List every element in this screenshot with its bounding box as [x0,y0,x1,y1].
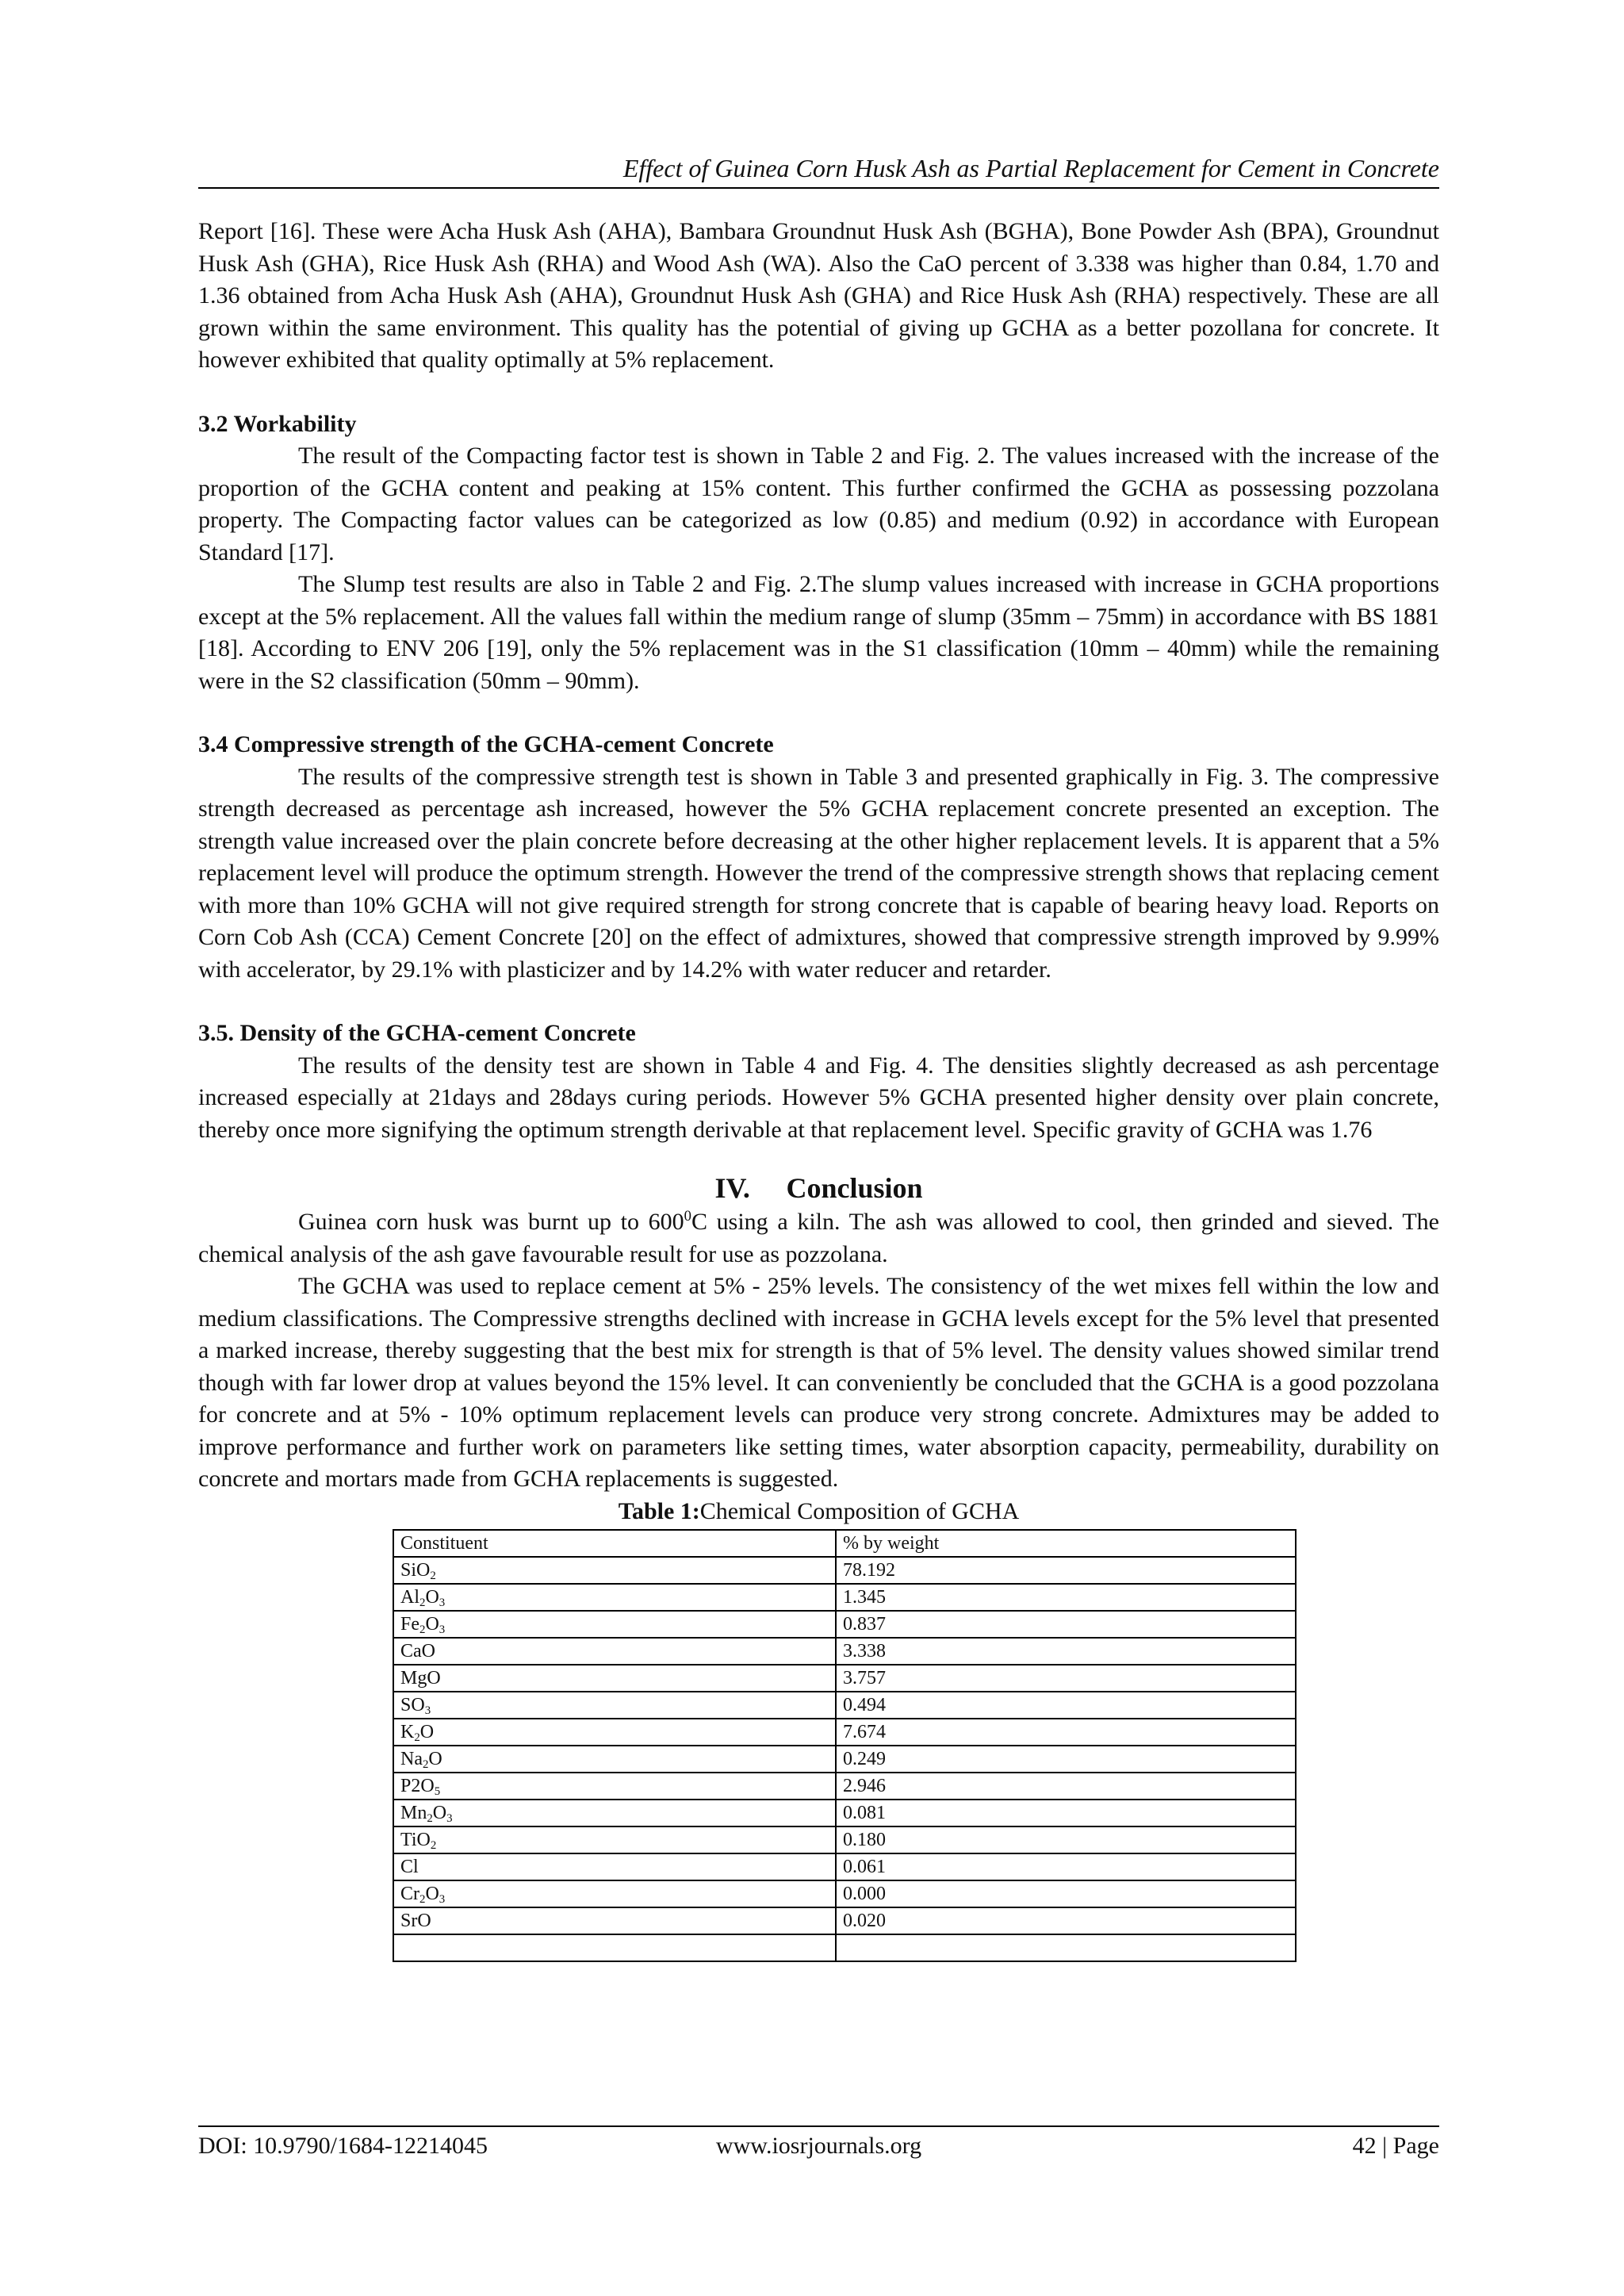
weight-cell: 3.338 [836,1638,1296,1665]
table-row [393,1611,1296,1638]
footer-doi: DOI: 10.9790/1684-12214045 [198,2133,488,2159]
conclusion-heading [198,1170,1439,1206]
table-row [393,1826,1296,1853]
table-row [393,1584,1296,1611]
compressive-paragraph: The results of the compressive strength test is shown in Table 3 and presented graphically in Fig. 3. The compressive strength decreased as percentage ash increased, however the 5% GCHA replacement concrete presented an exception. The strength value increased over the plain concrete before decreasing at the other higher replacement levels. It is apparent that a 5% replacement level will produce the optimum strength. However the trend of the compressive strength shows that replacing cement with more than 10% GCHA will not give required strength for strong concrete that is capable of bearing heavy load. Reports on Corn Cob Ash (CCA) Cement Concrete [20] on the effect of admixtures, showed that compressive strength improved by 9.99% with accelerator, by 29.1% with plasticizer and by 14.2% with water reducer and retarder. [198,763,1439,983]
constituent-cell: MgO [393,1665,836,1692]
table-row [393,1853,1296,1880]
weight-cell: 0.249 [836,1746,1296,1773]
constituent-cell: $Na_2O$ [393,1746,836,1773]
table-1-caption [198,1496,1439,1528]
weight-cell: 0.061 [836,1853,1296,1880]
page-footer [198,2125,1439,2159]
constituent-cell [393,1934,836,1961]
table-row [393,1665,1296,1692]
constituent-cell: $SO_3$ [393,1692,836,1719]
table-body [393,1557,1296,1961]
density-paragraph: The results of the density test are shown in Table 4 and Fig. 4. The densities slightly decreased as ash percentage increased especially at 21days and 28days curing periods. However 5% GCHA presented higher density over plain concrete, thereby once more signifying the optimum strength derivable at that replacement level. Specific gravity of GCHA was 1.76 [198,1052,1439,1143]
table-row [393,1934,1296,1961]
header-percent-by-weight: % by weight [836,1530,1296,1557]
workability-paragraph-1: The result of the Compacting factor test is shown in Table 2 and Fig. 2. The values increased with the increase of the proportion of the GCHA content and peaking at 15% content. This further confirmed the GCHA as possessing pozzolana property. The Compacting factor values can be categorized as low (0.85) and medium (0.92) in accordance with European Standard [17]. [198,443,1439,565]
weight-cell: 0.837 [836,1611,1296,1638]
workability-paragraph-2: The Slump test results are also in Table 2 and Fig. 2.The slump values increased with increase in GCHA proportions except at the 5% replacement. All the values fall within the medium range of slump (35mm – 75mm) in accordance with BS 1881 [18]. According to ENV 206 [19], only the 5% replacement was in the S1 classification (10mm – 40mm) while the remaining were in the S2 classification (50mm – 90mm). [198,571,1439,694]
chemical-composition-table [393,1529,1297,1962]
constituent-cell: $Al_2O_3$ [393,1584,836,1611]
weight-cell: 0.020 [836,1907,1296,1934]
degree-superscript: 0 [684,1208,691,1225]
header-constituent: Constituent [393,1530,836,1557]
heading-density: 3.5. Density of the GCHA-cement Concrete [198,1020,636,1046]
weight-cell: 78.192 [836,1557,1296,1584]
constituent-cell: SiO$_2$ [393,1557,836,1584]
conclusion-number: IV. [714,1172,750,1204]
constituent-cell: $Fe_2O_3$ [393,1611,836,1638]
body-text [198,216,1439,1962]
constituent-cell: Cl [393,1853,836,1880]
table-row [393,1907,1296,1934]
weight-cell: 1.345 [836,1584,1296,1611]
heading-compressive-strength: 3.4 Compressive strength of the GCHA-cement Concrete [198,731,774,757]
weight-cell: 2.946 [836,1773,1296,1800]
table-row [393,1557,1296,1584]
constituent-cell: $P2O_5$ [393,1773,836,1800]
weight-cell: 0.081 [836,1800,1296,1826]
table-row [393,1773,1296,1800]
table-row [393,1800,1296,1826]
table-1-label: Table 1: [618,1497,700,1524]
weight-cell: 0.000 [836,1880,1296,1907]
table-row [393,1638,1296,1665]
constituent-cell: TiO$_2$ [393,1826,836,1853]
weight-cell [836,1934,1296,1961]
footer-page-number: 42 | Page [1352,2133,1439,2159]
table-row [393,1746,1296,1773]
footer-website: www.iosrjournals.org [715,2133,922,2159]
running-header: Effect of Guinea Corn Husk Ash as Partial Replacement for Cement in Concrete [198,152,1439,189]
table-row [393,1880,1296,1907]
table-1-title: Chemical Composition of GCHA [699,1497,1020,1524]
weight-cell: 7.674 [836,1719,1296,1746]
table-header-row [393,1530,1296,1557]
weight-cell: 0.180 [836,1826,1296,1853]
constituent-cell: $Cr_2O_3$ [393,1880,836,1907]
constituent-cell: SrO [393,1907,836,1934]
conclusion-title: Conclusion [786,1172,923,1204]
table-row [393,1692,1296,1719]
conclusion-paragraph-2: The GCHA was used to replace cement at 5% - 25% levels. The consistency of the wet mixes fell within the low and medium classifications. The Compressive strengths declined with increase in GCHA levels except for the 5% level that presented a marked increase, thereby suggesting that the best mix for strength is that of 5% level. The density values showed similar trend though with far lower drop at values beyond the 15% level. It can conveniently be concluded that the GCHA is a good pozzolana for concrete and at 5% - 10% optimum replacement levels can produce very strong concrete. Admixtures may be added to improve performance and further work on parameters like setting times, water absorption capacity, permeability, durability on concrete and mortars made from GCHA replacements is suggested. [198,1273,1439,1492]
heading-workability: 3.2 Workability [198,410,357,437]
conclusion-paragraph-1: Guinea corn husk was burnt up to $600^0C$ using a kiln. The ash was allowed to cool, then grinded and sieved. The chemical analysis of the ash gave favourable result for use as pozzolana. [198,1208,1439,1267]
constituent-cell: CaO [393,1638,836,1665]
weight-cell: 0.494 [836,1692,1296,1719]
weight-cell: 3.757 [836,1665,1296,1692]
constituent-cell: $K_2O$ [393,1719,836,1746]
table-row [393,1719,1296,1746]
intro-paragraph: Report [16]. These were Acha Husk Ash (AHA), Bambara Groundnut Husk Ash (BGHA), Bone Powder Ash (BPA), Groundnut Husk Ash (GHA), Rice Husk Ash (RHA) and Wood Ash (WA). Also the CaO percent of 3.338 was higher than 0.84, 1.70 and 1.36 obtained from Acha Husk Ash (AHA), Groundnut Husk Ash (GHA) and Rice Husk Ash (RHA) respectively. These are all grown within the same environment. This quality has the potential of giving up GCHA as a better pozollana for concrete. It however exhibited that quality optimally at 5% replacement. [198,218,1439,373]
constituent-cell: $Mn_2O_3$ [393,1800,836,1826]
